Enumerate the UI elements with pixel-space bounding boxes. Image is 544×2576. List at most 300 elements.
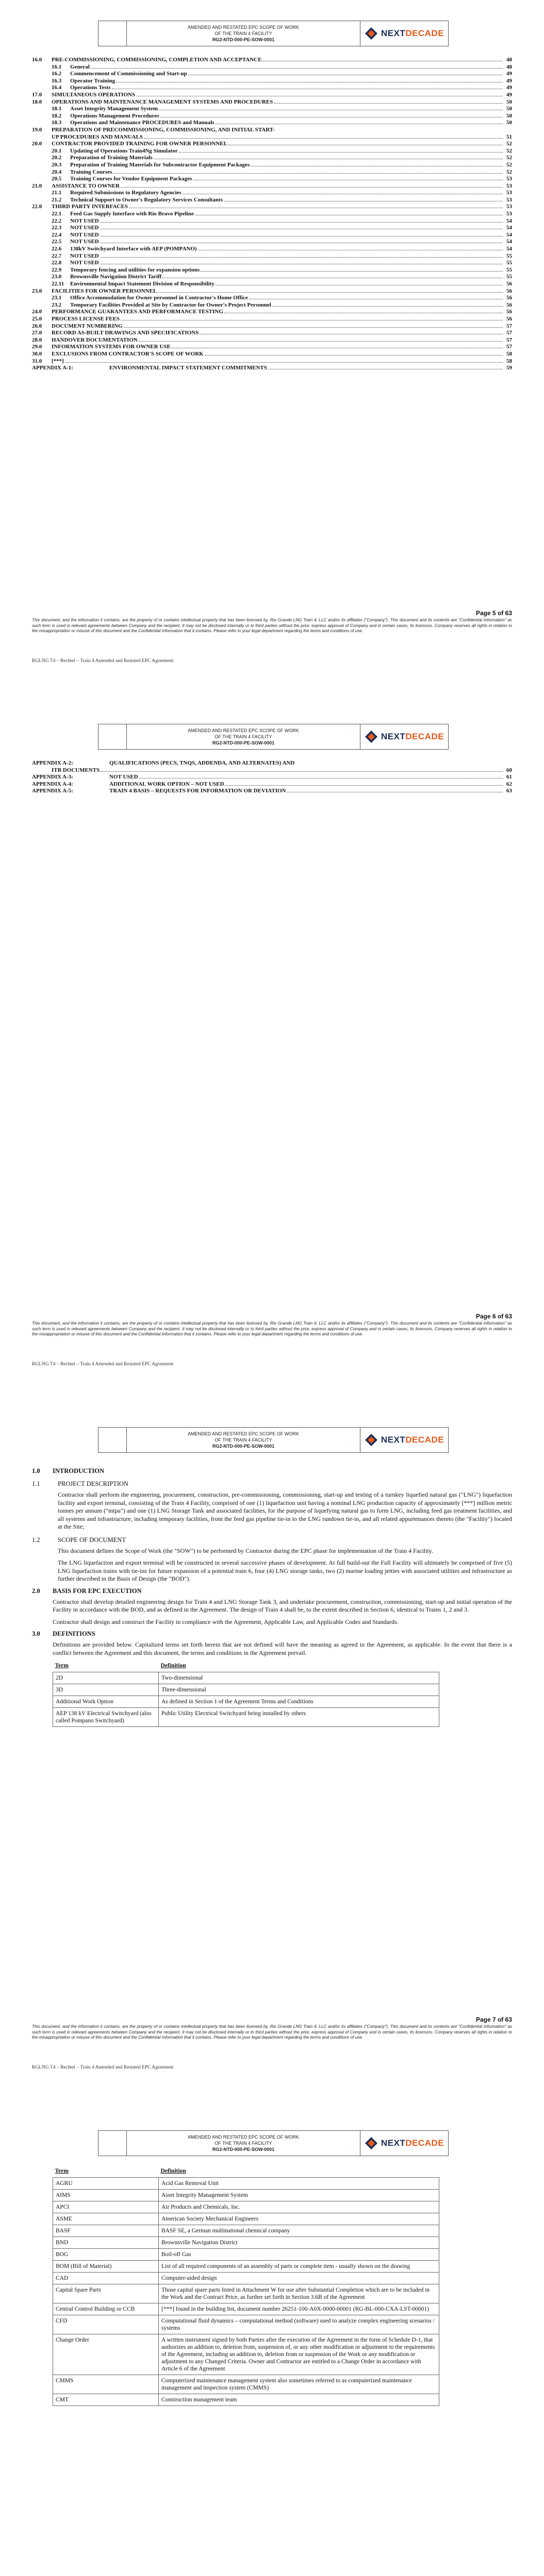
footer-doc-line: RGLNG T4 – Bechtel – Train 4 Amended and Restated EPC Agreement <box>32 2065 174 2070</box>
toc-entry <box>32 92 512 99</box>
header-doc-ref: RG2-NTD-000-PE-SOW-0001 <box>212 37 275 42</box>
toc-entry-number: 18.1 <box>52 106 62 112</box>
toc-entry <box>32 302 512 309</box>
document-page-6 <box>0 703 544 1406</box>
page-header <box>98 21 449 46</box>
toc-entry-page: 53 <box>506 211 512 217</box>
toc-entry-title: Feed Gas Supply Interface with Rio Bravo Pipeline <box>70 211 194 217</box>
toc-entry-number: 22.6 <box>52 246 62 252</box>
toc-entry-page: 51 <box>506 133 512 140</box>
definition-text: Air Products and Chemicals, Inc. <box>159 2201 439 2213</box>
toc-entry-number: 29.0 <box>32 344 42 350</box>
toc-entry-title: Operator Training <box>70 77 116 84</box>
toc-entry-page: 50 <box>506 98 512 105</box>
table-row <box>53 2284 439 2303</box>
toc-entry-number: 21.2 <box>52 196 62 203</box>
toc-entry-page: 55 <box>506 266 512 273</box>
toc-entry-title: NOT USED <box>70 231 99 238</box>
toc-entry <box>32 330 512 337</box>
table-header-definition: Definition <box>160 2168 186 2174</box>
toc-entry-page: 53 <box>506 176 512 182</box>
toc-entry-page: 57 <box>506 336 512 343</box>
toc-entry <box>32 274 512 281</box>
toc-entry-page: 56 <box>506 301 512 308</box>
header-doc-ref: RG2-NTD-000-PE-SOW-0001 <box>212 2147 275 2152</box>
toc-entry-title: Preparation of Training Materials <box>70 155 153 161</box>
toc-entry-number: 23.0 <box>32 287 42 294</box>
definition-text: American Society Mechanical Engineers <box>159 2213 439 2225</box>
toc-entry <box>32 323 512 330</box>
toc-entry-title: Commencement of Commissioning and Start-up <box>70 71 187 77</box>
toc-entry-title: Brownsville Navigation District Tariff <box>70 274 162 280</box>
toc-entry-number: 22.5 <box>52 239 62 245</box>
toc-entry-number: APPENDIX A-3: <box>32 774 73 781</box>
header-line-1: AMENDED AND RESTATED EPC SCOPE OF WORK <box>188 25 299 30</box>
toc-entry-page: 59 <box>506 365 512 371</box>
definition-term: Central Control Building or CCB <box>53 2303 159 2315</box>
toc-entry-title: Operations Tests <box>70 84 111 91</box>
toc-entry-title: NOT USED <box>70 217 99 224</box>
definition-text: Computational fluid dynamics – computational method (software) used to analyze complex engineering scenarios / systems <box>159 2315 439 2334</box>
toc-entry <box>32 183 512 190</box>
toc-entry-page: 60 <box>506 767 512 773</box>
definition-text: List of all required components of an assembly of parts or complete item - usually shown on the drawing <box>159 2261 439 2273</box>
toc-entry <box>32 788 512 795</box>
toc-entry-page: 49 <box>506 77 512 84</box>
table-row <box>53 2225 439 2237</box>
page-header <box>98 724 449 750</box>
table-row <box>53 2334 439 2375</box>
toc-entry-title: Required Submissions to Regulatory Agencies <box>70 190 182 196</box>
toc-entry-page: 57 <box>506 344 512 350</box>
toc-entry-title: Office Accommodation for Owner personnel in Contractor's Home Office <box>70 295 248 301</box>
subsection-heading: 1.1 PROJECT DESCRIPTION <box>32 1480 128 1487</box>
toc-entry-page: 56 <box>506 309 512 315</box>
header-doc-ref: RG2-NTD-000-PE-SOW-0001 <box>212 1444 275 1449</box>
toc-leader-dots <box>124 327 503 328</box>
logo-wordmark: NEXTDECADE <box>381 2138 444 2148</box>
definition-term: AGRU <box>53 2178 159 2190</box>
nextdecade-logo-icon <box>365 1433 378 1447</box>
toc-leader-dots <box>274 103 503 104</box>
footer-doc-line: RGLNG T4 – Bechtel – Train 4 Amended and Restated EPC Agreement <box>32 658 174 664</box>
toc-entry <box>32 162 512 169</box>
toc-leader-dots <box>113 173 503 174</box>
toc-entry-page: 48 <box>506 57 512 63</box>
toc-entry <box>32 127 512 134</box>
toc-entry-title: TRAIN 4 BASIS – REQUESTS FOR INFORMATION OR DEVIATION <box>109 788 286 794</box>
toc-entry-page: 61 <box>506 774 512 781</box>
toc-entry-page: 57 <box>506 323 512 329</box>
toc-entry-number: 28.0 <box>32 336 42 343</box>
toc-entry-title: Training Courses for Vendor Equipment Packages <box>70 176 192 182</box>
definition-term: CFD <box>53 2315 159 2334</box>
toc-entry-page: 52 <box>506 161 512 168</box>
toc-entry-page: 57 <box>506 330 512 336</box>
toc-entry <box>32 113 512 120</box>
logo-wordmark: NEXTDECADE <box>381 28 444 38</box>
toc-entry-title: ASSISTANCE TO OWNER <box>52 182 120 189</box>
toc-entry <box>32 155 512 162</box>
toc-entry-title: Operations Management Procedures <box>70 112 159 119</box>
toc-entry-number: 24.0 <box>32 309 42 315</box>
toc-entry <box>32 344 512 351</box>
toc-entry-title: DOCUMENT NUMBERING <box>52 323 123 329</box>
paragraph: The LNG liquefaction and export terminal will be constructed in several successive phases of development. At full build-out the Full Facility will ultimately be comprised of five (5) LNG liquefaction trains with tie-ins for future expansion of a potential train 6, four (4) LNG storage tanks, two (2) marine loading jetties with associated utilities and infrastructure as further described in the Basis of Design (the "BOD"). <box>58 1559 512 1582</box>
definition-text: As defined in Section 1 of the Agreement Terms and Conditions <box>159 1696 439 1708</box>
toc-entry <box>32 267 512 274</box>
toc-entry-page: 55 <box>506 274 512 280</box>
toc-entry-title: [***] <box>52 358 64 364</box>
definition-term: CMMS <box>53 2375 159 2394</box>
toc-entry-title: General <box>70 63 90 70</box>
paragraph: Contractor shall perform the engineering, procurement, construction, pre-commissioning, commissioning, start-up and testing of a turnkey liquefied natural gas ("LNG") liquefaction facility and export terminal, consisting of the Train 4 Facility, comprised of one (1) liquefaction unit having a nominal LNG production capacity of approximately [***] million metric tonnes per annum ("mtpa") and one (1) LNG Storage Tank and associated facilities, for the purpose of liquefying natural gas to form LNG, including feed gas treatment facilities, and all systems and infrastructure, including temporary facilities, from the feed gas pipeline tie-in to the LNG rundown tie-in, and all related appurtenances thereto (the "Facility") located at the Site; <box>58 1491 512 1530</box>
toc-entry-title: PRE-COMMISSIONING, COMMISSIONING, COMPLETION AND ACCEPTANCE <box>52 57 262 63</box>
toc-entry <box>32 225 512 232</box>
toc-entry-page: 54 <box>506 239 512 245</box>
definition-text: Asset Integrity Management System <box>159 2190 439 2201</box>
toc-entry-title: ITB DOCUMENTS <box>52 767 100 773</box>
toc-entry <box>32 99 512 106</box>
toc-entry-title: Temporary fencing and utilities for expansion options <box>70 266 200 273</box>
table-row <box>53 2213 439 2225</box>
toc-entry <box>32 246 512 253</box>
toc-entry-title: RECORD AS-BUILT DRAWINGS AND SPECIFICATIONS <box>52 330 199 336</box>
toc-entry-number: 19.0 <box>32 126 42 133</box>
page-body <box>32 2166 512 2406</box>
definition-term: CMT <box>53 2394 159 2406</box>
header-line-1: AMENDED AND RESTATED EPC SCOPE OF WORK <box>188 2134 299 2140</box>
toc-entry-page: 49 <box>506 91 512 98</box>
toc-entry-number: 20.1 <box>52 147 62 154</box>
toc-entry-title: PROCESS LICENSE FEES <box>52 315 120 322</box>
definition-text: Acid Gas Removal Unit <box>159 2178 439 2190</box>
toc-leader-dots <box>144 138 503 139</box>
toc-entry-page: 56 <box>506 287 512 294</box>
toc-entry-title: OPERATIONS AND MAINTENANCE MANAGEMENT SYSTEMS AND PROCEDURES <box>52 98 273 105</box>
toc-entry-number: 20.4 <box>52 168 62 175</box>
toc-entry-number: 18.3 <box>52 120 62 126</box>
definition-text: Those capital spare parts listed in Attachment W for use after Substantial Completion which are to be included in the Work and the Contract Price, as further set forth in Section 3.6B of the Agreement <box>159 2284 439 2303</box>
toc-entry-title: NOT USED <box>70 225 99 231</box>
definitions-table <box>53 2166 439 2406</box>
toc-leader-dots <box>65 362 503 363</box>
page-number: Page 5 of 63 <box>475 609 512 617</box>
header-line-2: OF THE TRAIN 4 FACILITY <box>215 2141 272 2146</box>
toc-leader-dots <box>121 187 503 188</box>
table-row <box>53 2178 439 2190</box>
toc-entry-page: 52 <box>506 147 512 154</box>
toc-entry-page: 56 <box>506 281 512 287</box>
toc-leader-dots <box>225 785 503 786</box>
definition-term: AIMS <box>53 2190 159 2201</box>
toc-entry-number: 22.7 <box>52 252 62 259</box>
header-line-1: AMENDED AND RESTATED EPC SCOPE OF WORK <box>188 1431 299 1436</box>
toc-entry-title: NOT USED <box>70 239 99 245</box>
toc-entry <box>32 260 512 267</box>
definition-text: A written instrument signed by both Parties after the execution of the Agreement in the form of Schedule D-1, that authorizes an addition to, deletion from, suspension of, or any other modification or adjustment to the requirements of the Agreement, including an addition to, deletion from or suspension of the Work or any modification or adjustment to any Changed Criteria. Owner and Contractor are entitled to a Change Order in accordance with Article 6 of the Agreement <box>159 2334 439 2375</box>
toc-entry-title: UP PROCEDURES AND MANUALS <box>52 133 143 140</box>
confidentiality-disclaimer: This document, and the information it contains, are the property of or contains intellectual property that has been licensed by, Rio Grande LNG Train 4, LLC and/or its affiliates ("Company"). This document and its contents are "Confidential Information" as such term is used in relevant agreements between Company and the recipient. It may not be disclosed internally or to third parties without the prior, express approval of Company and in certain cases, its licensors. Company reserves all rights in relation to the misappropriation or misuse of this document and the Confidential Information that it contains. Please refer to your legal department regarding the terms and conditions of use. <box>32 1321 512 1336</box>
toc-entry-number: 31.0 <box>32 358 42 364</box>
toc-entry <box>32 148 512 155</box>
definition-text: Public Utility Electrical Switchyard being installed by others <box>159 1708 439 1727</box>
page-header <box>98 1427 449 1453</box>
definition-term: BND <box>53 2237 159 2249</box>
header-line-1: AMENDED AND RESTATED EPC SCOPE OF WORK <box>188 728 299 733</box>
paragraph: Definitions are provided below. Capitalized terms set forth herein that are not defined will have the meaning as agreed in the Agreement, as applicable. In the event that there is a conflict between the Agreement and this document, the terms and conditions in the Agreement prevail. <box>53 1641 512 1656</box>
toc-entry-page: 54 <box>506 217 512 224</box>
toc-entry-title: ADDITIONAL WORK OPTION – NOT USED <box>109 781 224 787</box>
paragraph: Contractor shall design and construct the Facility in compliance with the Agreement, Applicable Law, and Applicable Codes and Standards. <box>53 1618 399 1625</box>
toc-entry-title: THIRD PARTY INTERFACES <box>52 204 128 210</box>
toc-entry-title: NOT USED <box>70 252 99 259</box>
toc-entry-title: 138kV Switchyard Interface with AEP (POMPANO) <box>70 246 197 252</box>
toc-entry <box>32 190 512 197</box>
toc-entry-number: 22.9 <box>52 266 62 273</box>
toc-entry-page: 50 <box>506 112 512 119</box>
toc-entry <box>32 239 512 246</box>
toc-entry-number: APPENDIX A-2: <box>32 760 73 766</box>
definition-term: BASF <box>53 2225 159 2237</box>
toc-entry-page: 56 <box>506 295 512 301</box>
document-page-8 <box>0 2110 544 2576</box>
paragraph: This document defines the Scope of Work (the "SOW") to be performed by Contractor during the EPC phase for implementation of the Train 4 Facility. <box>58 1547 434 1554</box>
toc-entry-page: 58 <box>506 358 512 364</box>
toc-entry-number: 16.4 <box>52 84 62 91</box>
toc-entry-number: 25.0 <box>32 315 42 322</box>
subsection-heading: 1.2 SCOPE OF DOCUMENT <box>32 1536 126 1544</box>
toc-entry <box>32 767 512 774</box>
definition-text: Construction management team <box>159 2394 439 2406</box>
toc-entry-number: 20.3 <box>52 161 62 168</box>
toc-entry <box>32 176 512 183</box>
nextdecade-logo-icon <box>365 2137 378 2150</box>
toc-entry-number: 22.4 <box>52 231 62 238</box>
toc-entry-title: HANDOVER DOCUMENTATION <box>52 336 138 343</box>
toc-leader-dots <box>100 222 503 223</box>
definition-term: Capital Spare Parts <box>53 2284 159 2303</box>
toc-entry-page: 63 <box>506 788 512 794</box>
toc-entry <box>32 760 512 767</box>
toc-entry-title: Technical Support to Owner's Regulatory Services Consultants <box>70 196 223 203</box>
toc-entry <box>32 316 512 323</box>
toc-entry <box>32 197 512 204</box>
toc-entry-number: 21.0 <box>32 182 42 189</box>
toc-entry-page: 55 <box>506 252 512 259</box>
toc-entry <box>32 365 512 372</box>
definition-text: Boil-off Gas <box>159 2249 439 2261</box>
toc-entry-number: 18.2 <box>52 112 62 119</box>
toc-entry <box>32 232 512 239</box>
company-logo <box>360 2131 448 2156</box>
definition-text: Brownsville Navigation District <box>159 2237 439 2249</box>
toc-entry <box>32 169 512 176</box>
definition-text: Computer-aided design <box>159 2273 439 2284</box>
document-page-7 <box>0 1406 544 2110</box>
toc-entry-title: PERFORMANCE GUARANTEES AND PERFORMANCE TESTING <box>52 309 223 315</box>
toc-entry-title: Environmental Impact Statement Division of Responsibility <box>70 281 215 287</box>
header-title-block <box>127 2131 360 2156</box>
toc-entry <box>32 281 512 288</box>
company-logo <box>360 21 448 46</box>
definition-text: Three-dimensional <box>159 1684 439 1696</box>
toc-entry <box>32 204 512 211</box>
page-body <box>32 1463 512 1727</box>
toc-entry-number: 23.2 <box>52 301 62 308</box>
table-row <box>53 2315 439 2334</box>
toc-leader-dots <box>158 292 503 293</box>
toc-leader-dots <box>201 271 503 272</box>
document-page-5 <box>0 0 544 703</box>
toc-entry <box>32 358 512 365</box>
table-of-contents-continued <box>32 760 512 795</box>
company-logo <box>360 1428 448 1452</box>
confidentiality-disclaimer: This document, and the information it contains, are the property of or contains intellectual property that has been licensed by, Rio Grande LNG Train 4, LLC and/or its affiliates ("Company"). This document and its contents are "Confidential Information" as such term is used in relevant agreements between Company and the recipient. It may not be disclosed internally or to third parties without the prior, express approval of Company and in certain cases, its licensors. Company reserves all rights in relation to the misappropriation or misuse of this document and the Confidential Information that it contains. Please refer to your legal department regarding the terms and conditions of use. <box>32 2024 512 2040</box>
toc-entry-title: Asset Integrity Management System <box>70 106 158 112</box>
toc-entry <box>32 134 512 141</box>
definition-term: ASME <box>53 2213 159 2225</box>
toc-entry <box>32 351 512 358</box>
toc-entry <box>32 253 512 260</box>
toc-entry <box>32 288 512 295</box>
definitions-table <box>53 1661 439 1727</box>
header-line-2: OF THE TRAIN 4 FACILITY <box>215 1437 272 1443</box>
table-row <box>53 2303 439 2315</box>
definition-term: Change Order <box>53 2334 159 2375</box>
toc-entry-number: 26.0 <box>32 323 42 329</box>
toc-entry-page: 54 <box>506 225 512 231</box>
toc-entry-number: 20.5 <box>52 176 62 182</box>
definition-term: APCI <box>53 2201 159 2213</box>
toc-entry-number: 23.0 <box>52 274 62 280</box>
toc-entry-title: Operations and Maintenance PROCEDURES and Manuals <box>70 120 215 126</box>
toc-entry-title: INFORMATION SYSTEMS FOR OWNER USE <box>52 344 171 350</box>
page-header <box>98 2130 449 2156</box>
toc-entry-page: 52 <box>506 155 512 161</box>
toc-entry <box>32 218 512 225</box>
definition-term: 3D <box>53 1684 159 1696</box>
toc-entry-number: 22.0 <box>32 204 42 210</box>
toc-entry <box>32 64 512 71</box>
toc-entry-title: ENVIRONMENTAL IMPACT STATEMENT COMMITMENTS <box>109 365 267 371</box>
page-number: Page 6 of 63 <box>475 1313 512 1320</box>
toc-entry <box>32 309 512 316</box>
header-title-block <box>127 724 360 749</box>
footer-doc-line: RGLNG T4 – Bechtel – Train 4 Amended and Restated EPC Agreement <box>32 1362 174 1367</box>
toc-entry-number: APPENDIX A-5: <box>32 788 73 794</box>
table-row <box>53 1684 439 1696</box>
toc-entry-title: Temporary Facilities Provided at Site by Contractor for Owner's Project Personnel <box>70 301 271 308</box>
table-row <box>53 2375 439 2394</box>
toc-entry-number: 16.1 <box>52 63 62 70</box>
table-row <box>53 1672 439 1684</box>
toc-entry-number: APPENDIX A-4: <box>32 781 73 787</box>
toc-entry <box>32 78 512 85</box>
definition-term: BOG <box>53 2249 159 2261</box>
toc-entry-page: 58 <box>506 350 512 357</box>
toc-entry <box>32 295 512 302</box>
toc-entry-page: 53 <box>506 190 512 196</box>
toc-entry <box>32 781 512 788</box>
definition-text: BASF SE, a German multinational chemical company <box>159 2225 439 2237</box>
section-heading: 2.0 BASIS FOR EPC EXECUTION <box>32 1587 142 1595</box>
toc-entry-number: 22.3 <box>52 225 62 231</box>
definition-term: 2D <box>53 1672 159 1684</box>
toc-entry <box>32 141 512 148</box>
toc-entry-title: PREPARATION OF PRECOMMISSIONING, COMMISSIONING, AND INITIAL START- <box>52 126 275 133</box>
toc-entry-page: 50 <box>506 106 512 112</box>
toc-entry-number: APPENDIX A-1: <box>32 365 73 371</box>
toc-entry-number: 16.0 <box>32 57 42 63</box>
toc-entry-page: 54 <box>506 246 512 252</box>
toc-entry-title: SIMULTANEOUS OPERATIONS <box>52 91 136 98</box>
logo-wordmark: NEXTDECADE <box>381 1435 444 1445</box>
toc-entry-page: 53 <box>506 204 512 210</box>
toc-entry-page: 48 <box>506 63 512 70</box>
toc-entry-page: 52 <box>506 141 512 147</box>
table-row <box>53 2237 439 2249</box>
nextdecade-logo-icon <box>365 27 378 40</box>
table-row <box>53 2190 439 2201</box>
toc-entry-number: 22.11 <box>52 281 64 287</box>
toc-entry-number: 22.2 <box>52 217 62 224</box>
toc-entry-number: 20.2 <box>52 155 62 161</box>
table-row <box>53 2249 439 2261</box>
toc-entry-number: 22.8 <box>52 260 62 266</box>
table-row <box>53 1696 439 1708</box>
toc-leader-dots <box>139 341 503 342</box>
paragraph: Contractor shall develop detailed engineering design for Train 4 and LNG Storage Tank 3, and undertake procurement, construction, commissioning, start-up and initial operation of the Facility in accordance with the BOD, and as defined in the Agreement. The design of Train 4 shall be, to the extent described in Section 6, identical to Trains 1, 2 and 3. <box>53 1598 512 1613</box>
confidentiality-disclaimer: This document, and the information it contains, are the property of or contains intellectual property that has been licensed by, Rio Grande LNG Train 4, LLC and/or its affiliates ("Company"). This document and its contents are "Confidential Information" as such term is used in relevant agreements between Company and the recipient. It may not be disclosed internally or to third parties without the prior, express approval of Company and in certain cases, its licensors. Company reserves all rights in relation to the misappropriation or misuse of this document and the Confidential Information that it contains. Please refer to your legal department regarding the terms and conditions of use. <box>32 618 512 633</box>
toc-entry-number: 30.0 <box>32 350 42 357</box>
definition-text: Computerized maintenance management system also sometimes referred to as computerized maintenance management and inspection system (CMMS) <box>159 2375 439 2394</box>
definition-term: AEP 138 kV Electrical Switchyard (also called Pompano Switchyard) <box>53 1708 159 1727</box>
toc-entry-number: 18.0 <box>32 98 42 105</box>
toc-entry-page: 49 <box>506 71 512 77</box>
toc-entry <box>32 84 512 92</box>
toc-entry-page: 62 <box>506 781 512 787</box>
toc-entry <box>32 120 512 127</box>
toc-leader-dots <box>101 771 503 772</box>
toc-entry-title: Updating of Operations Train4Ng Simulator <box>70 147 178 154</box>
table-header-term: Term <box>55 1663 69 1669</box>
toc-entry-number: 22.1 <box>52 211 62 217</box>
table-row <box>53 2394 439 2406</box>
toc-entry-page: 55 <box>506 260 512 266</box>
logo-wordmark: NEXTDECADE <box>381 732 444 741</box>
toc-entry-page: 56 <box>506 315 512 322</box>
table-header-definition: Definition <box>160 1663 186 1669</box>
table-row <box>53 2261 439 2273</box>
header-line-2: OF THE TRAIN 4 FACILITY <box>215 734 272 739</box>
toc-entry-title: FACILITIES FOR OWNER PERSONNEL <box>52 287 157 294</box>
definition-term: BOM (Bill of Material) <box>53 2261 159 2273</box>
toc-entry-title: Preparation of Training Materials for Subcontractor Equipment Packages <box>70 161 250 168</box>
toc-entry-title: QUALIFICATIONS (PECS, TNQS, ADDENDA, AND ALTERNATES) AND <box>109 760 295 766</box>
definition-term: Additional Work Option <box>53 1696 159 1708</box>
table-row <box>53 2273 439 2284</box>
toc-leader-dots <box>91 68 503 69</box>
toc-entry <box>32 106 512 113</box>
table-row <box>53 1708 439 1727</box>
section-heading: 3.0 DEFINITIONS <box>32 1630 95 1637</box>
toc-entry-number: 27.0 <box>32 330 42 336</box>
company-logo <box>360 724 448 749</box>
toc-entry <box>32 57 512 64</box>
header-title-block <box>127 1428 360 1452</box>
toc-entry-page: 54 <box>506 231 512 238</box>
